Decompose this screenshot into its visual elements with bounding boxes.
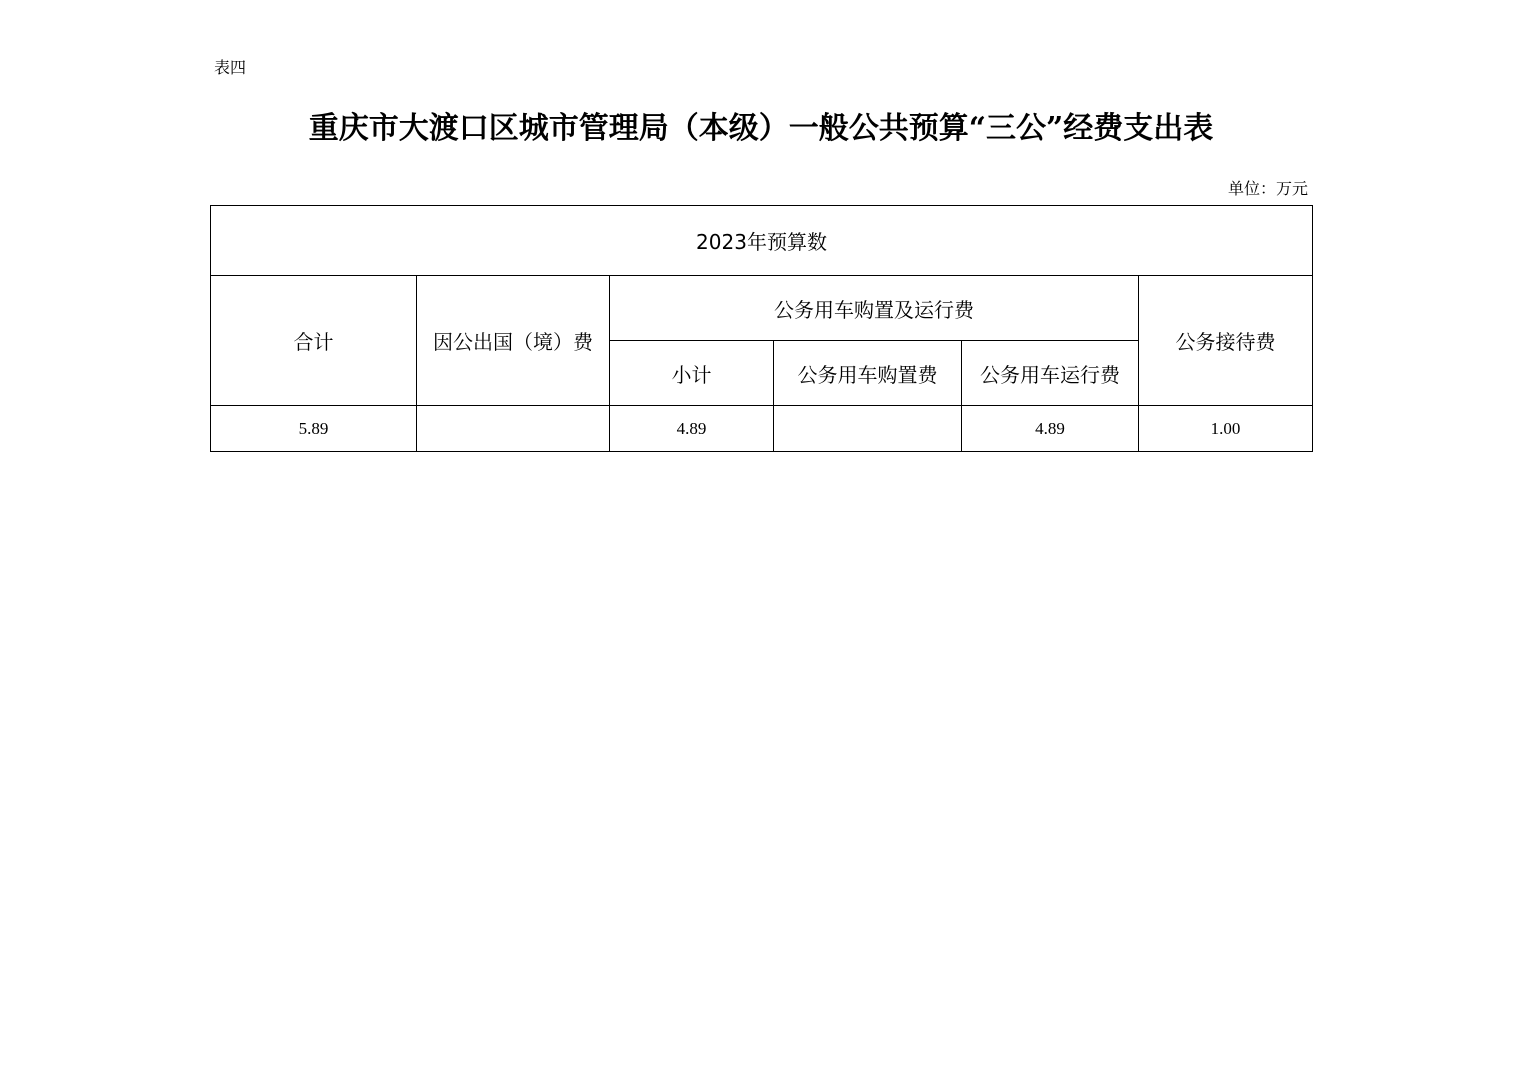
budget-table bbox=[210, 205, 1313, 452]
cell-total: 5.89 bbox=[211, 406, 417, 452]
table-header-row-main bbox=[211, 276, 1313, 341]
table-row bbox=[211, 406, 1313, 452]
header-vehicle-operation: 公务用车运行费 bbox=[962, 341, 1139, 406]
header-total: 合计 bbox=[211, 276, 417, 406]
table-label: 表四 bbox=[214, 58, 247, 77]
cell-vehicle-subtotal: 4.89 bbox=[610, 406, 774, 452]
header-vehicle-subtotal: 小计 bbox=[610, 341, 774, 406]
cell-vehicle-operation: 4.89 bbox=[962, 406, 1139, 452]
header-vehicle-group: 公务用车购置及运行费 bbox=[610, 276, 1139, 341]
cell-overseas bbox=[417, 406, 610, 452]
unit-label: 单位：万元 bbox=[1227, 179, 1308, 198]
cell-vehicle-purchase bbox=[774, 406, 962, 452]
table-header-row-year bbox=[211, 206, 1313, 276]
header-reception: 公务接待费 bbox=[1139, 276, 1313, 406]
header-budget-year: 2023年预算数 bbox=[211, 206, 1313, 276]
page-title: 重庆市大渡口区城市管理局（本级）一般公共预算“三公”经费支出表 bbox=[308, 111, 1214, 146]
cell-reception: 1.00 bbox=[1139, 406, 1313, 452]
header-overseas: 因公出国（境）费 bbox=[417, 276, 610, 406]
header-vehicle-purchase: 公务用车购置费 bbox=[774, 341, 962, 406]
